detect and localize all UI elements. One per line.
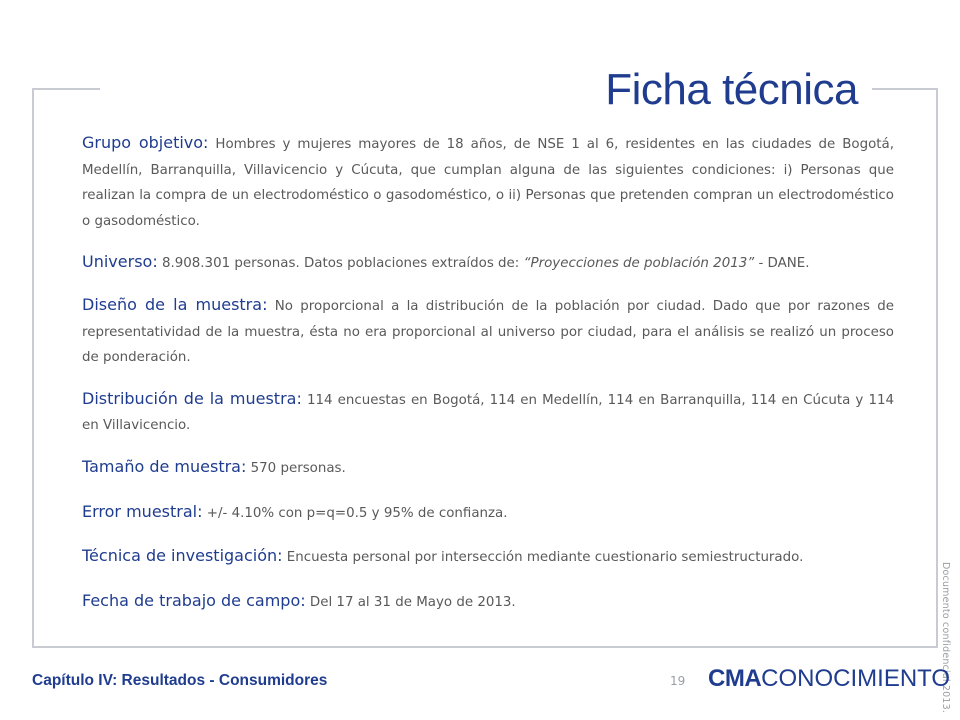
section-target-group xyxy=(82,130,894,234)
section-sample-distribution xyxy=(82,386,894,439)
company-logo xyxy=(708,664,950,694)
section-fieldwork-date xyxy=(82,588,894,616)
section-sample-design xyxy=(82,292,894,371)
section-label: Distribución de la muestra: xyxy=(82,388,302,408)
section-research-technique xyxy=(82,543,894,571)
fact-sheet-body xyxy=(82,130,894,630)
section-quote: “Proyecciones de población 2013” xyxy=(523,256,755,272)
page-title: Ficha técnica xyxy=(605,65,858,114)
frame-top-left-line xyxy=(32,88,100,90)
logo-light-text: CONOCIMIENTO xyxy=(761,665,951,692)
section-label: Grupo objetivo: xyxy=(82,133,209,152)
section-text-after: - DANE. xyxy=(758,256,810,272)
section-sampling-error xyxy=(82,499,894,527)
logo-bold-text: CMA xyxy=(708,665,762,692)
section-text: +/- 4.10% con p=q=0.5 y 95% de confianza. xyxy=(206,505,508,521)
section-label: Error muestral: xyxy=(82,501,203,521)
section-text: 570 personas. xyxy=(250,460,346,476)
section-universe xyxy=(82,249,894,277)
section-label: Fecha de trabajo de campo: xyxy=(82,590,306,610)
section-label: Tamaño de muestra: xyxy=(82,456,247,476)
section-sample-size xyxy=(82,454,894,482)
confidential-note: Documento confidencial 2013. xyxy=(940,562,951,714)
frame-left-line xyxy=(32,88,34,648)
frame-bottom-line xyxy=(32,646,938,648)
section-text: Hombres y mujeres mayores de 18 años, de NSE 1 al 6, residentes en las ciudades de Bogotá, Medellín, Barranquilla, Villavicencio y Cúcuta, que cumplan alguna de las siguientes condiciones: i) Personas que realizan la compra de un electrodoméstico o gasodoméstico, o ii) Personas que pretenden compran un electrodoméstico o gasodoméstico. xyxy=(82,137,894,229)
page-number: 19 xyxy=(670,674,686,688)
section-text: No proporcional a la distribución de la población por ciudad. Dado que por razones de representatividad de la muestra, ésta no era proporcional al universo por ciudad, para el análisis se realizó un proceso de ponderación. xyxy=(82,298,894,366)
section-text: 114 encuestas en Bogotá, 114 en Medellín, 114 en Barranquilla, 114 en Cúcuta y 114 en Villavicencio. xyxy=(82,392,895,434)
section-label: Diseño de la muestra: xyxy=(82,294,268,314)
frame-top-right-line xyxy=(872,88,938,90)
frame-right-line xyxy=(936,88,938,648)
section-label: Técnica de investigación: xyxy=(82,546,283,566)
section-text: Encuesta personal por intersección mediante cuestionario semiestructurado. xyxy=(286,550,804,566)
section-text: 8.908.301 personas. Datos poblaciones extraídos de: xyxy=(161,256,520,272)
section-text: Del 17 al 31 de Mayo de 2013. xyxy=(309,594,516,610)
chapter-label: Capítulo IV: Resultados - Consumidores xyxy=(32,672,328,689)
section-label: Universo: xyxy=(82,252,158,272)
